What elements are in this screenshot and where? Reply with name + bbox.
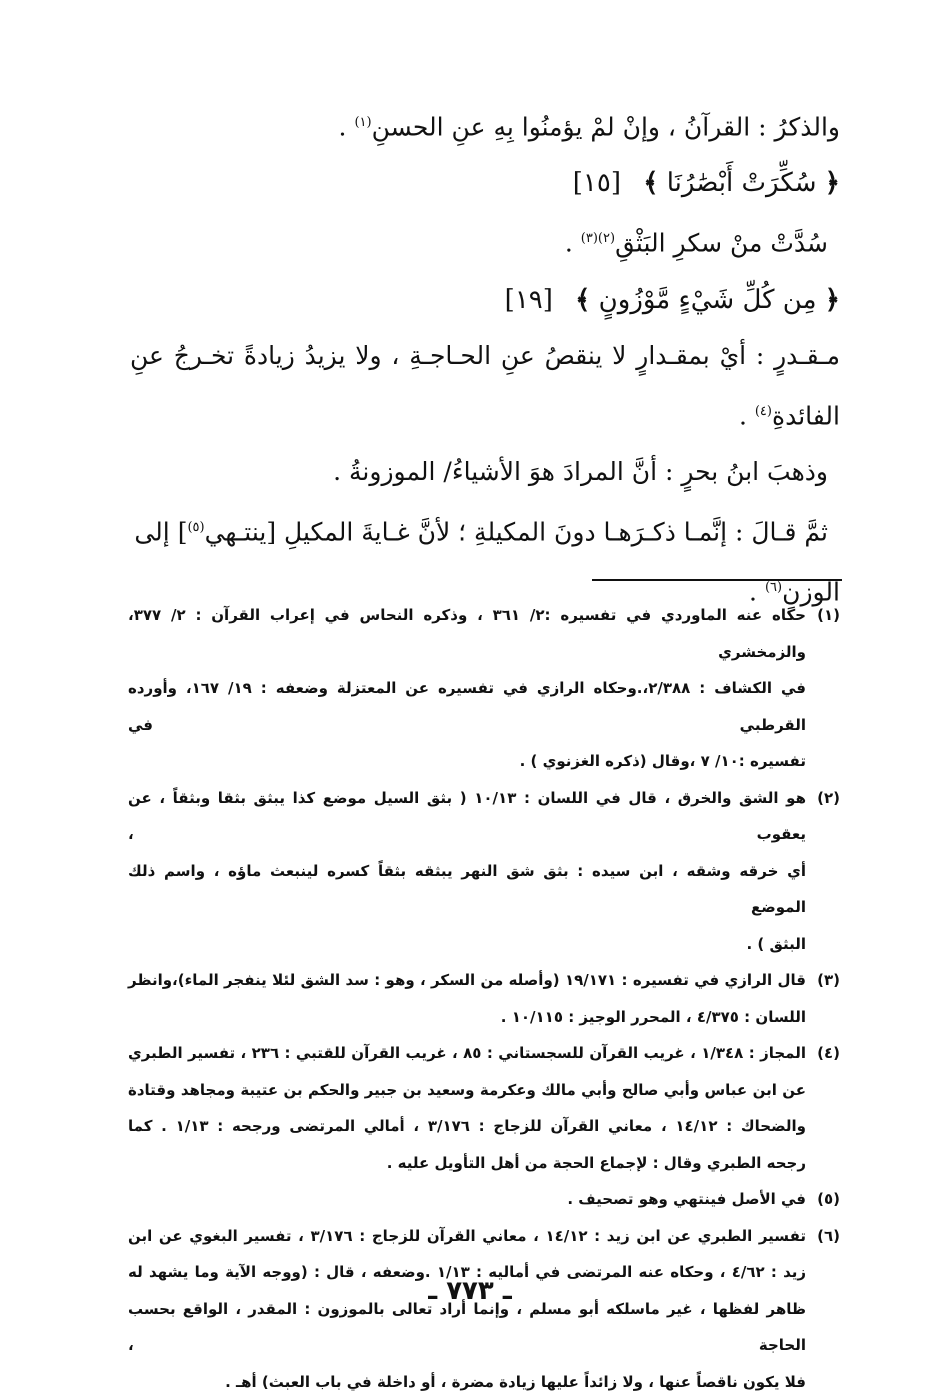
footnote-number: (٥)	[806, 1181, 840, 1218]
text-line-2: سُدَّتْ منْ سكرِ البَثْقِ$^{(٢)(٣)}$ .	[130, 211, 840, 271]
page-number: ـ ٧٧٣ ـ	[0, 1276, 940, 1306]
verse-text: سُكِّرَتْ أَبْصَٰرُنَا	[667, 168, 817, 198]
footnote-line: عن ابن عباس وأبي صالح وأبي مالك وعكرمة وسعيد بن جبير والحكم بن عتيبة ومجاهد وقتادة	[128, 1072, 806, 1109]
footnote-line: في الأصل فينتهي وهو تصحيف .	[128, 1181, 806, 1218]
footnote-ref-6[interactable]: (٦)	[765, 580, 782, 595]
footnote-1	[128, 597, 840, 780]
footnote-6	[128, 1218, 840, 1400]
footnote-line: هو الشق والخرق ، قال في اللسان : ١٠/١٣ ( بثق السيل موضع كذا يبثق بثقا وبثقاً ، عن يعقوب ،	[128, 780, 806, 853]
paragraph-1-line-2: الفائدةِ$^{(٤)}$ .	[130, 384, 840, 444]
footnote-line: البثق ) .	[128, 926, 806, 963]
footnote-line: قال الرازي في تفسيره : ١٩/١٧١ (وأصله من السكر ، وهو : سد الشق لئلا ينفجر الماء)،وانظر	[128, 962, 806, 999]
footnote-line: أي خرقه وشقه ، ابن سيده : بثق شق النهر يبثقه بثقاً كسره لينبعث ماؤه ، واسم ذلك الموضع	[128, 853, 806, 926]
footnote-line: فلا يكون ناقصاً عنها ، ولا زائداً عليها زيادة مضرة ، أو داخلة في باب العبث) أهـ .	[128, 1364, 806, 1400]
paragraph-3-line-1: ثمَّ قـالَ : إنَّمـا ذكـرَهـا دونَ المكيلةِ ؛ لأنَّ غـايةَ المكيلِ [ينتـهي$^{(٥)}$] إلى	[130, 500, 840, 560]
footnote-ref-5[interactable]: (٥)	[187, 520, 204, 535]
footnote-ref-4[interactable]: (٤)	[755, 404, 772, 419]
footnote-number: (٤)	[806, 1035, 840, 1181]
footnote-number: (٢)	[806, 780, 840, 963]
footnote-line: اللسان : ٤/٣٧٥ ، المحرر الوجيز : ١٠/١١٥ .	[128, 999, 806, 1036]
footnote-line: حكاه عنه الماوردي في تفسيره :٢/ ٣٦١ ، وذكره النحاس في إعراب القرآن : ٢/ ٣٧٧، والزمخشري	[128, 597, 806, 670]
text-line-1: والذكرُ : القرآنُ ، وإنْ لمْ يؤمنُوا بِهِ عنِ الحسنِ$^{(١)}$ .	[130, 95, 840, 155]
paragraph-1-line-1: مـقـدرٍ : أيْ بمقـدارٍ لا ينقصُ عنِ الحـاجـةِ ، ولا يزيدُ زيادةً تخـرجُ عنِ	[130, 328, 840, 384]
footnote-line: تفسيره :١٠/ ٧ ،وقال (ذكره الغزنوي ) .	[128, 743, 806, 780]
main-text	[130, 95, 840, 621]
footnote-line: ظاهر لفظها ، غير ماسلكه أبو مسلم ، وإنما أراد تعالى بالموزون : المقدر ، الواقع بحسب الحاجة ،	[128, 1291, 806, 1364]
footnote-number: (٣)	[806, 962, 840, 1035]
paragraph-2: وذهبَ ابنُ بحرٍ : أنَّ المرادَ هوَ الأشياءُ/ الموزونةُ .	[130, 444, 840, 500]
footnote-ref-1[interactable]: (١)	[354, 115, 371, 130]
footnote-number: (٦)	[806, 1218, 840, 1400]
footnote-number: (١)	[806, 597, 840, 780]
quran-verse-15: ﴿ سُكِّرَتْ أَبْصَٰرُنَا ﴾ [١٥]	[130, 155, 840, 211]
verse-number: [١٥]	[573, 168, 621, 198]
footnote-5	[128, 1181, 840, 1218]
footnote-2	[128, 780, 840, 963]
paragraph-3-line-2: الوزنِ$^{(٦)}$ .	[130, 560, 840, 620]
footnote-separator	[592, 579, 842, 581]
verse-text: مِن كُلِّ شَيْءٍ مَّوْزُونٍ	[599, 285, 817, 315]
footnote-line: تفسير الطبري عن ابن زيد : ١٤/١٢ ، معاني القرآن للزجاج : ٣/١٧٦ ، تفسير البغوي عن ابن	[128, 1218, 806, 1255]
footnote-line: والضحاك : ١٤/١٢ ، معاني القرآن للزجاج : ٣/١٧٦ ، أمالي المرتضى ورجحه : ١/١٣ . كما	[128, 1108, 806, 1145]
footnote-3	[128, 962, 840, 1035]
footnote-line: رجحه الطبري وقال : لإجماع الحجة من أهل التأويل عليه .	[128, 1145, 806, 1182]
footnote-ref-2-3[interactable]: (٢)(٣)	[581, 231, 615, 246]
verse-number: [١٩]	[505, 285, 553, 315]
quran-verse-19: ﴿ مِن كُلِّ شَيْءٍ مَّوْزُونٍ ﴾ [١٩]	[130, 272, 840, 328]
footnote-4	[128, 1035, 840, 1181]
footnote-line: المجاز : ١/٣٤٨ ، غريب القرآن للسجستاني : ٨٥ ، غريب القرآن للقتبي : ٢٣٦ ، تفسير الطبري	[128, 1035, 806, 1072]
footnote-line: زيد : ٤/٦٢ ، وحكاه عنه المرتضى في أماليه : ١/١٣ .وضعفه ، قال : (ووجه الآية وما يشهد له	[128, 1254, 806, 1291]
footnote-line: في الكشاف : ٢/٣٨٨،.وحكاه الرازي في تفسيره عن المعتزلة وضعفه : ١٩/ ١٦٧، وأورده القرطبي في	[128, 670, 806, 743]
